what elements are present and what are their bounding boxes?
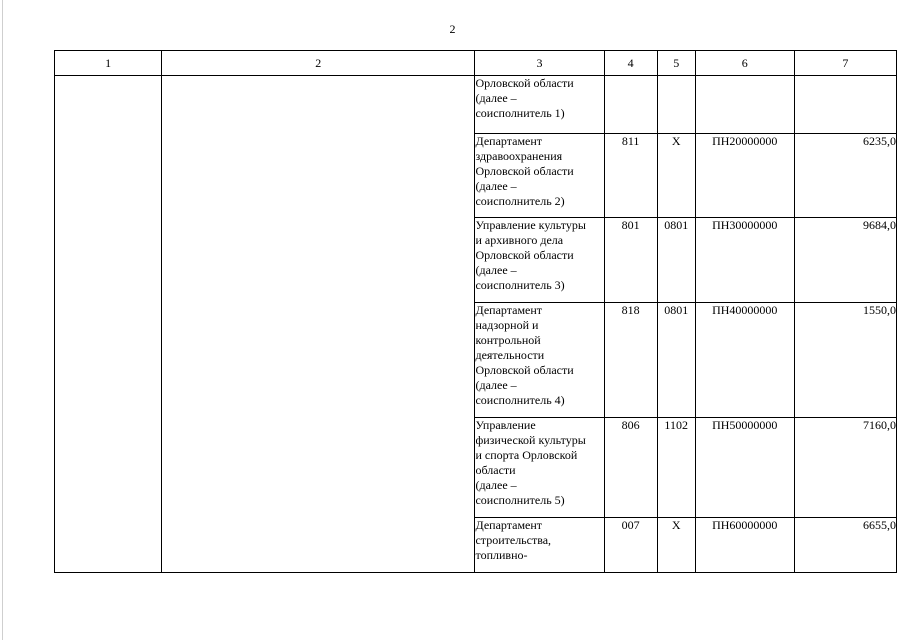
header-col-4: 4 bbox=[604, 51, 657, 76]
header-col-3: 3 bbox=[475, 51, 604, 76]
ministry-code: 801 bbox=[604, 218, 657, 303]
target-code: ПН60000000 bbox=[695, 518, 794, 573]
target-code: ПН50000000 bbox=[695, 418, 794, 518]
executor-name: Департамент надзорной и контрольной деятельности Орловской области (далее – соисполнитель 4) bbox=[475, 303, 604, 418]
section-code: 0801 bbox=[657, 303, 695, 418]
header-col-5: 5 bbox=[657, 51, 695, 76]
ministry-code bbox=[604, 76, 657, 134]
table-header-row bbox=[55, 51, 897, 76]
program-table bbox=[54, 50, 897, 573]
merged-cell-col-1 bbox=[55, 76, 162, 573]
executor-name: Департамент строительства, топливно- bbox=[475, 518, 604, 573]
page-edge-line bbox=[2, 0, 3, 640]
section-code: 0801 bbox=[657, 218, 695, 303]
executor-name: Департамент здравоохранения Орловской области (далее – соисполнитель 2) bbox=[475, 134, 604, 218]
page-number: 2 bbox=[449, 22, 456, 36]
amount bbox=[794, 76, 896, 134]
executor-name: Управление культуры и архивного дела Орловской области (далее – соисполнитель 3) bbox=[475, 218, 604, 303]
executor-name: Орловской области (далее – соисполнитель 1) bbox=[475, 76, 604, 134]
ministry-code: 007 bbox=[604, 518, 657, 573]
header-col-2: 2 bbox=[162, 51, 475, 76]
section-code: 1102 bbox=[657, 418, 695, 518]
amount: 1550,0 bbox=[794, 303, 896, 418]
ministry-code: 806 bbox=[604, 418, 657, 518]
target-code: ПН40000000 bbox=[695, 303, 794, 418]
target-code: ПН30000000 bbox=[695, 218, 794, 303]
target-code: ПН20000000 bbox=[695, 134, 794, 218]
amount: 7160,0 bbox=[794, 418, 896, 518]
section-code bbox=[657, 76, 695, 134]
amount: 6235,0 bbox=[794, 134, 896, 218]
section-code: Х bbox=[657, 518, 695, 573]
table-row bbox=[55, 76, 897, 134]
header-col-1: 1 bbox=[55, 51, 162, 76]
merged-cell-col-2 bbox=[162, 76, 475, 573]
section-code: Х bbox=[657, 134, 695, 218]
ministry-code: 811 bbox=[604, 134, 657, 218]
executor-name: Управление физической культуры и спорта Орловской области (далее – соисполнитель 5) bbox=[475, 418, 604, 518]
ministry-code: 818 bbox=[604, 303, 657, 418]
header-col-6: 6 bbox=[695, 51, 794, 76]
amount: 9684,0 bbox=[794, 218, 896, 303]
header-col-7: 7 bbox=[794, 51, 896, 76]
target-code bbox=[695, 76, 794, 134]
amount: 6655,0 bbox=[794, 518, 896, 573]
